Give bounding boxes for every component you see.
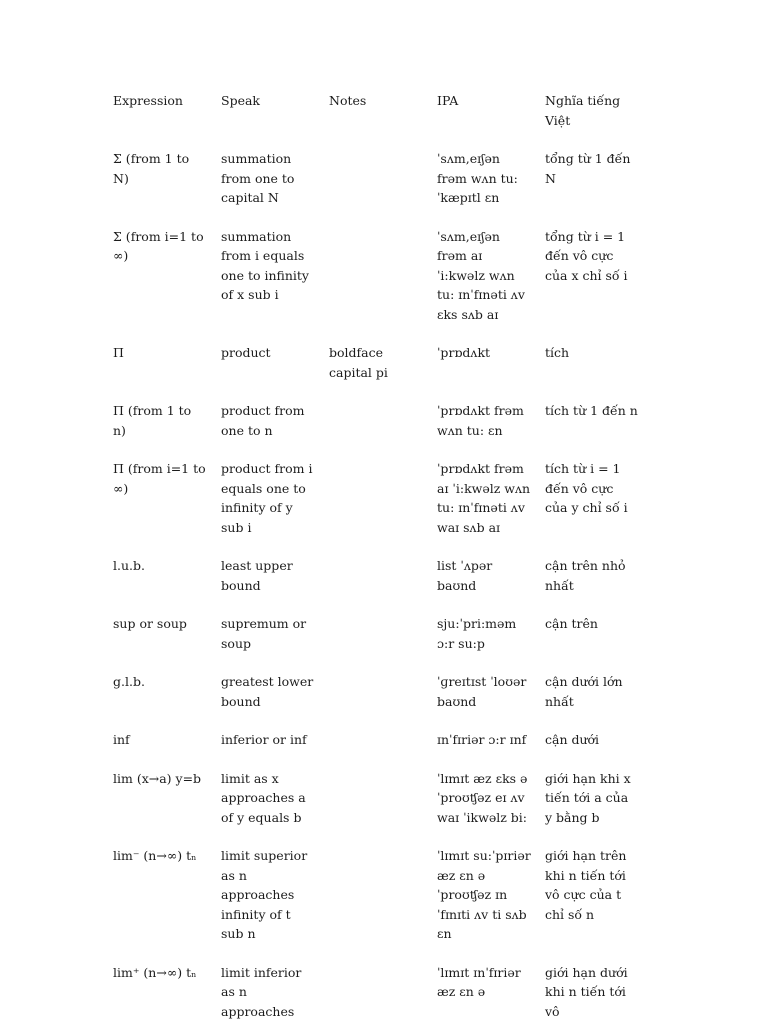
- table-row: [106, 665, 646, 723]
- cell-notes: [322, 839, 430, 956]
- cell-speak: limit superior as n approaches infinity of t sub n: [214, 839, 322, 956]
- cell-vietnamese: cận dưới lớn nhất: [538, 665, 646, 723]
- cell-ipa: ˈlɪmɪt su:ˈpɪriər æz ɛn ə ˈproʊʧəz ɪn ˈfɪnɪti ʌv ti sʌb ɛn: [430, 839, 538, 956]
- header-ipa: IPA: [430, 84, 538, 142]
- header-speak: Speak: [214, 84, 322, 142]
- cell-notes: [322, 394, 430, 452]
- cell-vietnamese: cận dưới: [538, 723, 646, 762]
- cell-ipa: ˈlɪmɪt ɪnˈfɪriər æz ɛn ə: [430, 956, 538, 1033]
- cell-vietnamese: giới hạn dưới khi n tiến tới vô: [538, 956, 646, 1033]
- cell-vietnamese: tích: [538, 336, 646, 394]
- cell-ipa: ˈɡreɪtɪst ˈloʊər baʊnd: [430, 665, 538, 723]
- cell-ipa: ˈsʌm,eɪʃən frəm aɪ ˈi:kwəlz wʌn tu: ɪnˈfɪnəti ʌv ɛks sʌb aɪ: [430, 220, 538, 337]
- cell-vietnamese: cận trên nhỏ nhất: [538, 549, 646, 607]
- cell-expression: l.u.b.: [106, 549, 214, 607]
- cell-notes: [322, 220, 430, 337]
- cell-speak: limit inferior as n approaches: [214, 956, 322, 1033]
- table-row: [106, 839, 646, 956]
- cell-speak: greatest lower bound: [214, 665, 322, 723]
- table-header-row: [106, 84, 646, 142]
- table-row: [106, 762, 646, 840]
- cell-notes: [322, 452, 430, 549]
- cell-vietnamese: tích từ i = 1 đến vô cực của y chỉ số i: [538, 452, 646, 549]
- table-row: [106, 394, 646, 452]
- cell-notes: [322, 549, 430, 607]
- cell-speak: product from one to n: [214, 394, 322, 452]
- cell-notes: [322, 762, 430, 840]
- cell-ipa: ˈsʌm,eɪʃən frəm wʌn tu: ˈkæpɪtl ɛn: [430, 142, 538, 220]
- cell-expression: lim⁺ (n→∞) tₙ: [106, 956, 214, 1033]
- cell-ipa: list ˈʌpər baʊnd: [430, 549, 538, 607]
- cell-vietnamese: tích từ 1 đến n: [538, 394, 646, 452]
- cell-ipa: ˈprɒdʌkt frəm aɪ ˈi:kwəlz wʌn tu: ɪnˈfɪnəti ʌv waɪ sʌb aɪ: [430, 452, 538, 549]
- cell-vietnamese: giới hạn trên khi n tiến tới vô cực của t chỉ số n: [538, 839, 646, 956]
- cell-speak: summation from one to capital N: [214, 142, 322, 220]
- cell-expression: Π (from 1 to n): [106, 394, 214, 452]
- cell-vietnamese: tổng từ i = 1 đến vô cực của x chỉ số i: [538, 220, 646, 337]
- cell-ipa: ˈprɒdʌkt frəm wʌn tu: ɛn: [430, 394, 538, 452]
- cell-speak: supremum or soup: [214, 607, 322, 665]
- math-expression-table: [106, 84, 646, 1033]
- cell-ipa: sju:ˈpri:məm ɔ:r su:p: [430, 607, 538, 665]
- table-row: [106, 723, 646, 762]
- cell-speak: least upper bound: [214, 549, 322, 607]
- cell-ipa: ˈlɪmɪt æz ɛks ə ˈproʊʧəz eɪ ʌv waɪ ˈikwəlz bi:: [430, 762, 538, 840]
- cell-vietnamese: tổng từ 1 đến N: [538, 142, 646, 220]
- cell-expression: Π: [106, 336, 214, 394]
- header-expression: Expression: [106, 84, 214, 142]
- cell-expression: Σ (from i=1 to ∞): [106, 220, 214, 337]
- cell-expression: inf: [106, 723, 214, 762]
- cell-ipa: ˈprɒdʌkt: [430, 336, 538, 394]
- table-row: [106, 549, 646, 607]
- cell-expression: g.l.b.: [106, 665, 214, 723]
- cell-notes: [322, 607, 430, 665]
- cell-notes: [322, 142, 430, 220]
- cell-notes: boldface capital pi: [322, 336, 430, 394]
- cell-vietnamese: giới hạn khi x tiến tới a của y bằng b: [538, 762, 646, 840]
- cell-expression: sup or soup: [106, 607, 214, 665]
- cell-speak: summation from i equals one to infinity of x sub i: [214, 220, 322, 337]
- cell-vietnamese: cận trên: [538, 607, 646, 665]
- cell-speak: limit as x approaches a of y equals b: [214, 762, 322, 840]
- table-row: [106, 142, 646, 220]
- table-row: [106, 336, 646, 394]
- table-row: [106, 452, 646, 549]
- cell-expression: lim⁻ (n→∞) tₙ: [106, 839, 214, 956]
- cell-notes: [322, 956, 430, 1033]
- cell-speak: product: [214, 336, 322, 394]
- table-row: [106, 607, 646, 665]
- cell-speak: product from i equals one to infinity of y sub i: [214, 452, 322, 549]
- cell-expression: Π (from i=1 to ∞): [106, 452, 214, 549]
- cell-speak: inferior or inf: [214, 723, 322, 762]
- cell-expression: lim (x→a) y=b: [106, 762, 214, 840]
- cell-notes: [322, 723, 430, 762]
- header-notes: Notes: [322, 84, 430, 142]
- cell-notes: [322, 665, 430, 723]
- header-vietnamese: Nghĩa tiếng Việt: [538, 84, 646, 142]
- table-row: [106, 956, 646, 1033]
- cell-expression: Σ (from 1 to N): [106, 142, 214, 220]
- cell-ipa: ɪnˈfɪriər ɔ:r ɪnf: [430, 723, 538, 762]
- table-row: [106, 220, 646, 337]
